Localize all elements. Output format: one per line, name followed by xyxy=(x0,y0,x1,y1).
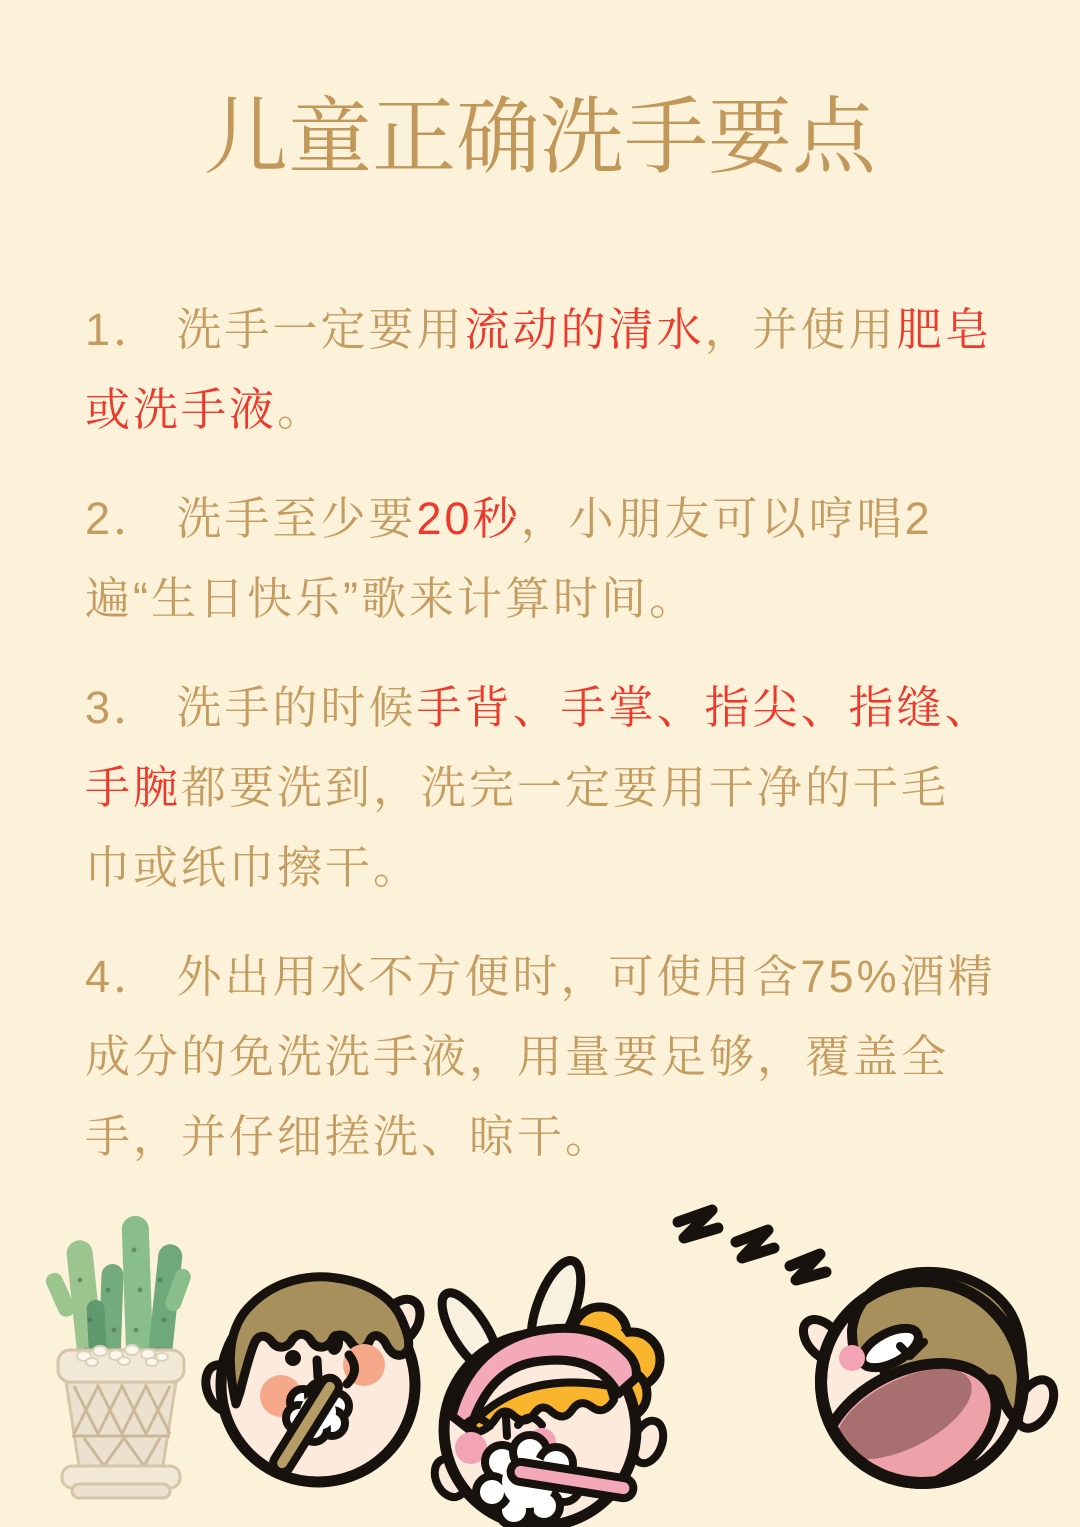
text-segment-gold: 。 xyxy=(277,384,326,435)
text-segment-red: 流动的清水 xyxy=(464,304,705,355)
text-line xyxy=(85,668,1025,748)
text-segment-red: 手背、手掌、指尖、指缝、 xyxy=(416,682,993,733)
girl-washing-face-illustration xyxy=(429,1255,669,1526)
text-line xyxy=(85,828,1025,908)
text-segment-gold: 成分的免洗洗手液，用量要足够，覆盖全 xyxy=(85,1031,950,1082)
text-line xyxy=(85,937,1025,1017)
text-line xyxy=(85,370,1025,450)
text-line xyxy=(85,748,1025,828)
potted-cactus-illustration xyxy=(43,1216,193,1498)
page-title: 儿童正确洗手要点 xyxy=(203,92,876,185)
text-line xyxy=(85,479,1025,559)
text-segment-gold: 1． 洗手一定要用 xyxy=(85,304,465,355)
text-line xyxy=(85,290,1025,370)
footer-illustrations xyxy=(0,1180,1080,1527)
text-segment-gold: 都要洗到，洗完一定要用干净的干毛 xyxy=(181,762,950,813)
text-segment-gold: 遍“生日快乐”歌来计算时间。 xyxy=(85,573,697,624)
text-segment-red: 手腕 xyxy=(85,762,182,813)
sleeping-child-illustration xyxy=(796,1272,1062,1524)
text-line xyxy=(85,1017,1025,1097)
text-line xyxy=(85,559,1025,639)
tips-list xyxy=(85,290,1025,1206)
tip-paragraph xyxy=(85,668,1025,908)
text-segment-red: 肥皂 xyxy=(896,304,993,355)
text-segment-red: 20秒 xyxy=(416,493,521,544)
snore-zzz-icon xyxy=(678,1210,826,1280)
text-segment-gold: 手，并仔细搓洗、晾干。 xyxy=(85,1111,614,1162)
text-segment-gold: 巾或纸巾擦干。 xyxy=(85,842,422,893)
text-line xyxy=(85,1097,1025,1177)
text-segment-gold: ，并使用 xyxy=(704,304,897,355)
boy-brushing-teeth-illustration xyxy=(200,1277,429,1482)
text-segment-gold: 2． 洗手至少要 xyxy=(85,493,417,544)
tip-paragraph xyxy=(85,937,1025,1177)
text-segment-gold: 3． 洗手的时候 xyxy=(85,682,417,733)
text-segment-red: 或洗手液 xyxy=(85,384,278,435)
tip-paragraph xyxy=(85,290,1025,450)
text-segment-gold: 4． 外出用水不方便时，可使用含75%酒精 xyxy=(85,951,996,1002)
tip-paragraph xyxy=(85,479,1025,639)
text-segment-gold: ，小朋友可以哼唱2 xyxy=(520,493,933,544)
